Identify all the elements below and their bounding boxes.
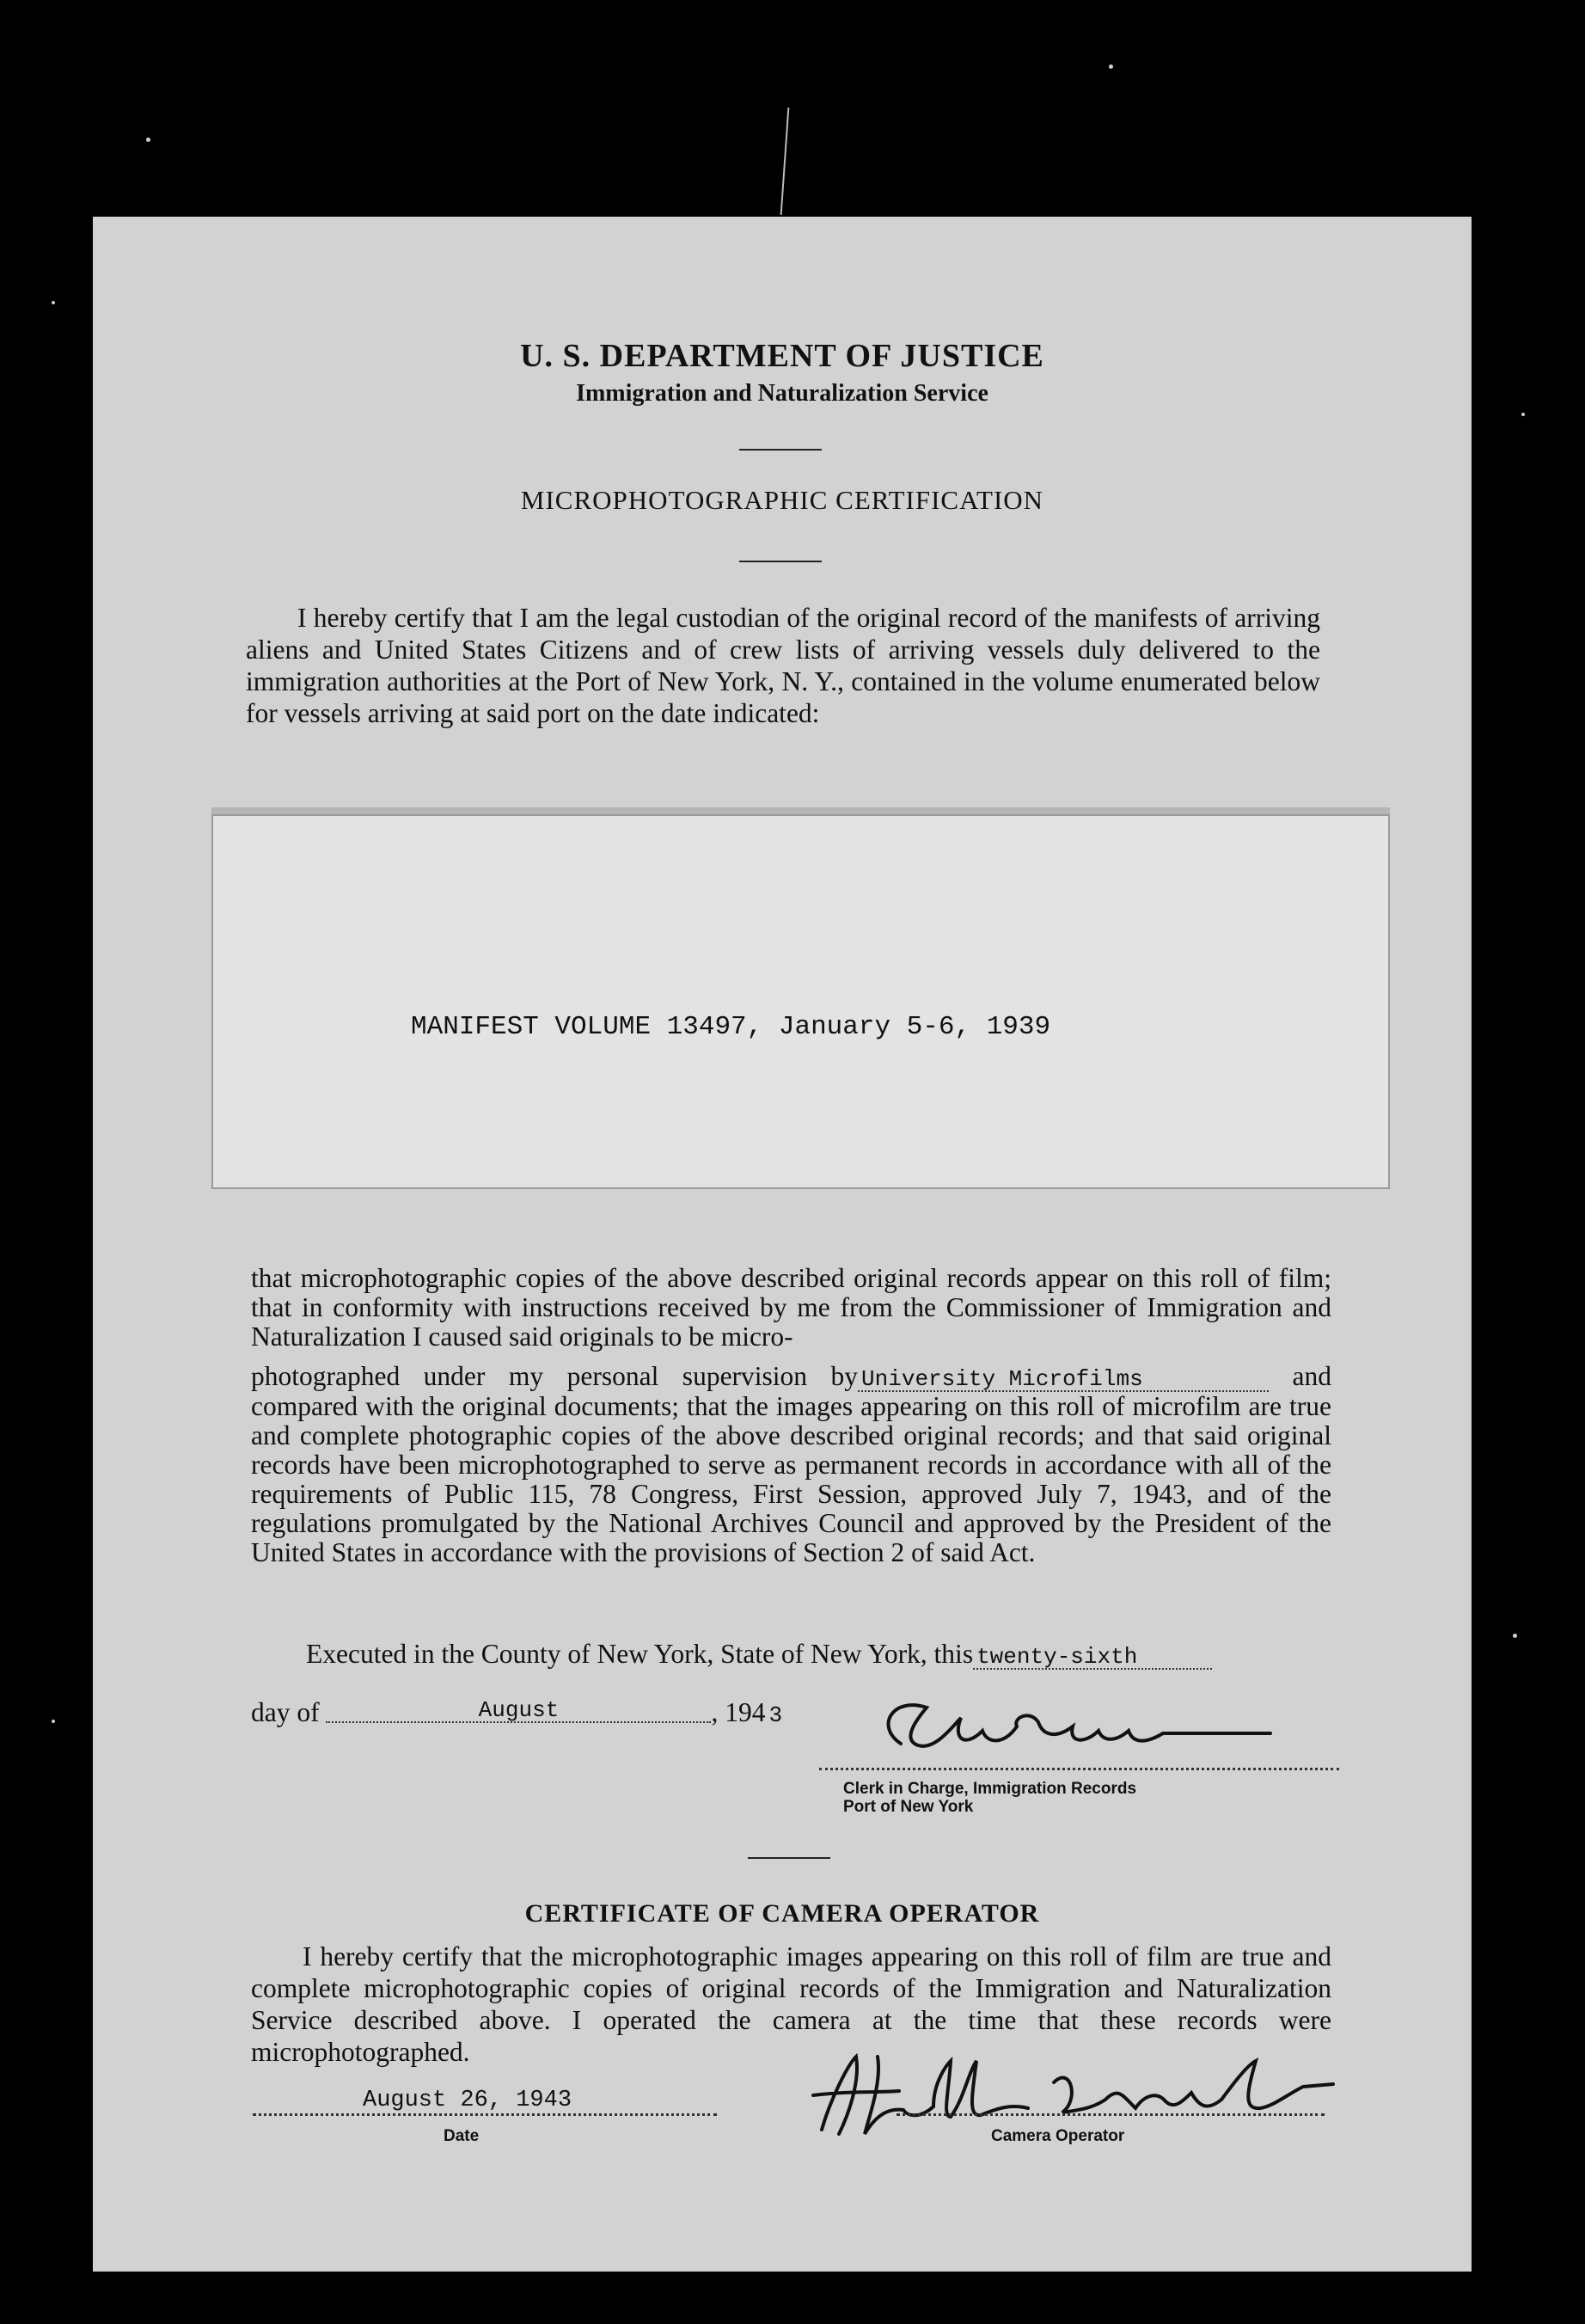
- volume-card: [211, 814, 1390, 1189]
- filmed-by-field: University Microfilms: [858, 1368, 1269, 1392]
- execution-line: [306, 1639, 1212, 1670]
- manifest-volume-text: MANIFEST VOLUME 13497, January 5-6, 1939: [411, 1012, 1051, 1042]
- certificate-date-value: August 26, 1943: [363, 2088, 572, 2113]
- camera-statement-text: I hereby certify that the microphotographic images appearing on this roll of film are true and complete microphotographic copies of original records of the Immigration and Naturalization Service described above. I operated the camera at the time that these records were microphotographed.: [251, 1941, 1331, 2067]
- day-of-line: [251, 1697, 806, 1728]
- date-label: Date: [444, 2127, 480, 2145]
- statement-part1: that microphotographic copies of the above described original records appear on this roll of film; that in conformity with instructions received by me from the Commissioner of Immigration and Naturalization I caused said originals to be micro-: [251, 1263, 1331, 1352]
- year-prefix: , 194: [711, 1697, 766, 1727]
- custodian-statement-text: I hereby certify that I am the legal custodian of the original record of the manifests of arriving aliens and United States Citizens and of crew lists of arriving vessels duly delivered to the immigration authorities at the Port of New York, N. Y., contained in the volume enumerated below for vessels arriving at said port on the date indicated:: [246, 603, 1320, 728]
- divider-rule: [739, 449, 822, 451]
- film-scratch: [780, 107, 790, 215]
- certificate-page: [93, 217, 1472, 2272]
- camera-operator-heading: CERTIFICATE OF CAMERA OPERATOR: [524, 1899, 1040, 1928]
- operator-signature-line: [897, 2113, 1325, 2116]
- date-line: [253, 2113, 717, 2116]
- film-speck: [1513, 1634, 1517, 1638]
- film-speck: [52, 301, 55, 304]
- month-field: August: [326, 1699, 711, 1723]
- film-speck: [1109, 64, 1113, 69]
- clerk-title: [843, 1780, 1136, 1816]
- custodian-statement: [246, 602, 1320, 729]
- execution-day-field: twenty-sixth: [973, 1646, 1212, 1670]
- microfilm-statement: [251, 1264, 1331, 1567]
- department-heading: U. S. DEPARTMENT OF JUSTICE: [520, 338, 1044, 374]
- clerk-title-line2: Port of New York: [843, 1798, 974, 1816]
- divider-rule: [748, 1857, 830, 1859]
- execution-prefix: Executed in the County of New York, State of New York, this: [306, 1639, 974, 1669]
- statement-part2: photographed under my personal supervision by: [251, 1361, 859, 1391]
- film-speck: [1521, 413, 1525, 416]
- service-heading: Immigration and Naturalization Service: [576, 380, 988, 407]
- clerk-signature: [866, 1692, 1313, 1769]
- film-speck: [52, 1720, 55, 1723]
- film-speck: [146, 138, 150, 142]
- statement-part3: and compared with the original documents; that the images appearing on this roll of microfilm are true and complete photographic copies of the above described original records; and that said original records have been microphotographed to serve as permanent records in accordance with all of the requirements of Public 115, 78 Congress, First Session, approved July 7, 1943, and of the regulations promulgated by the National Archives Council and approved by the President of the United States in accordance with the provisions of Section 2 of said Act.: [251, 1361, 1331, 1567]
- day-of-label: day of: [251, 1697, 320, 1727]
- clerk-signature-line: [819, 1768, 1339, 1770]
- certification-title: MICROPHOTOGRAPHIC CERTIFICATION: [520, 485, 1044, 515]
- year-digit-field: 3: [768, 1702, 783, 1728]
- clerk-title-line1: Clerk in Charge, Immigration Records: [843, 1780, 1137, 1798]
- camera-operator-label: Camera Operator: [991, 2127, 1125, 2145]
- divider-rule: [739, 561, 822, 562]
